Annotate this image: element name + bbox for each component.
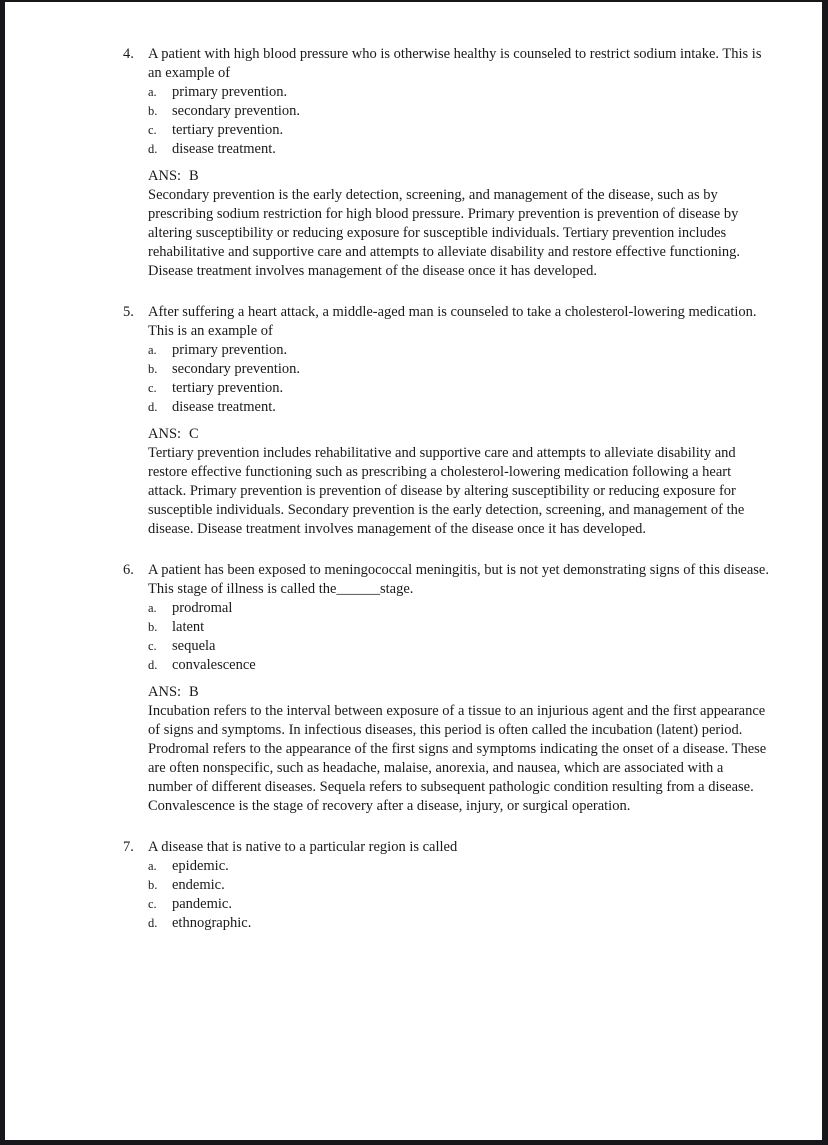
option-letter: b. [148,878,158,892]
option-text: secondary prevention. [172,361,301,377]
option-letter: d. [148,916,158,930]
answer-line [148,683,770,702]
option-text: tertiary prevention. [172,380,284,396]
option-letter: b. [148,104,158,118]
option-text: endemic. [172,877,225,893]
option-letter: d. [148,400,158,414]
option-a [148,341,770,360]
option-letter: c. [148,639,157,653]
option-d [148,656,770,675]
answer-block [148,425,770,539]
option-letter: a. [148,85,157,99]
answer-line [148,167,770,186]
option-a [148,857,770,876]
question-text: A patient has been exposed to meningococcal meningitis, but is not yet demonstrating signs of this disease. This stage of illness is called the______stage. [148,562,769,597]
option-d [148,398,770,417]
option-a [148,83,770,102]
answer-line [148,425,770,444]
option-text: epidemic. [172,858,229,874]
answer-explanation: Incubation refers to the interval between exposure of a tissue to an injurious agent and the first appearance of signs and symptoms. In infectious diseases, this period is often called the incubation (latent) period. Prodromal refers to the appearance of the first signs and symptoms indicating the onset of a disease. These are often nonspecific, such as headache, malaise, anorexia, and nausea, which are associated with a number of different diseases. Sequela refers to subsequent pathologic condition resulting from a disease. Convalescence is the stage of recovery after a disease, injury, or surgical operation. [148,703,767,814]
option-letter: c. [148,123,157,137]
option-c [148,379,770,398]
option-text: ethnographic. [172,915,252,931]
option-text: prodromal [172,600,233,616]
option-a [148,599,770,618]
question-6-block [123,561,772,816]
question-text: A patient with high blood pressure who is otherwise healthy is counseled to restrict sodium intake. This is an example of [148,46,762,81]
option-b [148,360,770,379]
option-text: disease treatment. [172,399,276,415]
question-text: A disease that is native to a particular region is called [148,839,458,855]
question-number: 6. [123,562,134,578]
option-text: tertiary prevention. [172,122,284,138]
question-number: 5. [123,304,134,320]
option-letter: d. [148,142,158,156]
answer-letter: B [189,168,199,184]
option-letter: c. [148,381,157,395]
answer-label: ANS: [148,684,182,700]
question-5-block [123,303,772,539]
option-text: primary prevention. [172,84,288,100]
answer-label: ANS: [148,168,182,184]
option-letter: b. [148,620,158,634]
answer-block [148,167,770,281]
option-text: disease treatment. [172,141,276,157]
answer-explanation: Secondary prevention is the early detection, screening, and management of the disease, such as by prescribing sodium restriction for high blood pressure. Primary prevention is prevention of disease by altering susceptibility or reducing exposure for susceptible individuals. Tertiary prevention includes rehabilitative and supportive care and attempts to alleviate disability and restore effective functioning. Disease treatment involves management of the disease once it has developed. [148,187,741,279]
option-text: primary prevention. [172,342,288,358]
option-b [148,876,770,895]
option-letter: d. [148,658,158,672]
answer-block [148,683,770,816]
option-c [148,637,770,656]
answer-letter: B [189,684,199,700]
option-letter: a. [148,859,157,873]
option-b [148,618,770,637]
option-c [148,121,770,140]
document-page [5,2,822,1140]
option-letter: b. [148,362,158,376]
option-letter: a. [148,601,157,615]
question-number: 4. [123,46,134,62]
answer-label: ANS: [148,426,182,442]
option-letter: c. [148,897,157,911]
question-7-block [123,838,772,933]
option-text: pandemic. [172,896,232,912]
option-letter: a. [148,343,157,357]
option-c [148,895,770,914]
question-4-block [123,45,772,281]
option-text: latent [172,619,205,635]
question-text: After suffering a heart attack, a middle-aged man is counseled to take a cholesterol-lowering medication. This is an example of [148,304,757,339]
option-text: convalescence [172,657,256,673]
option-d [148,914,770,933]
option-text: sequela [172,638,216,654]
answer-letter: C [189,426,199,442]
option-d [148,140,770,159]
page-content [5,2,822,933]
option-b [148,102,770,121]
question-number: 7. [123,839,134,855]
answer-explanation: Tertiary prevention includes rehabilitative and supportive care and attempts to alleviate disability and restore effective functioning such as prescribing a cholesterol-lowering medication following a heart attack. Primary prevention is prevention of disease by altering susceptibility or reducing exposure for susceptible individuals. Secondary prevention is the early detection, screening, and management of the disease. Disease treatment involves management of the disease once it has developed. [148,445,745,537]
option-text: secondary prevention. [172,103,301,119]
